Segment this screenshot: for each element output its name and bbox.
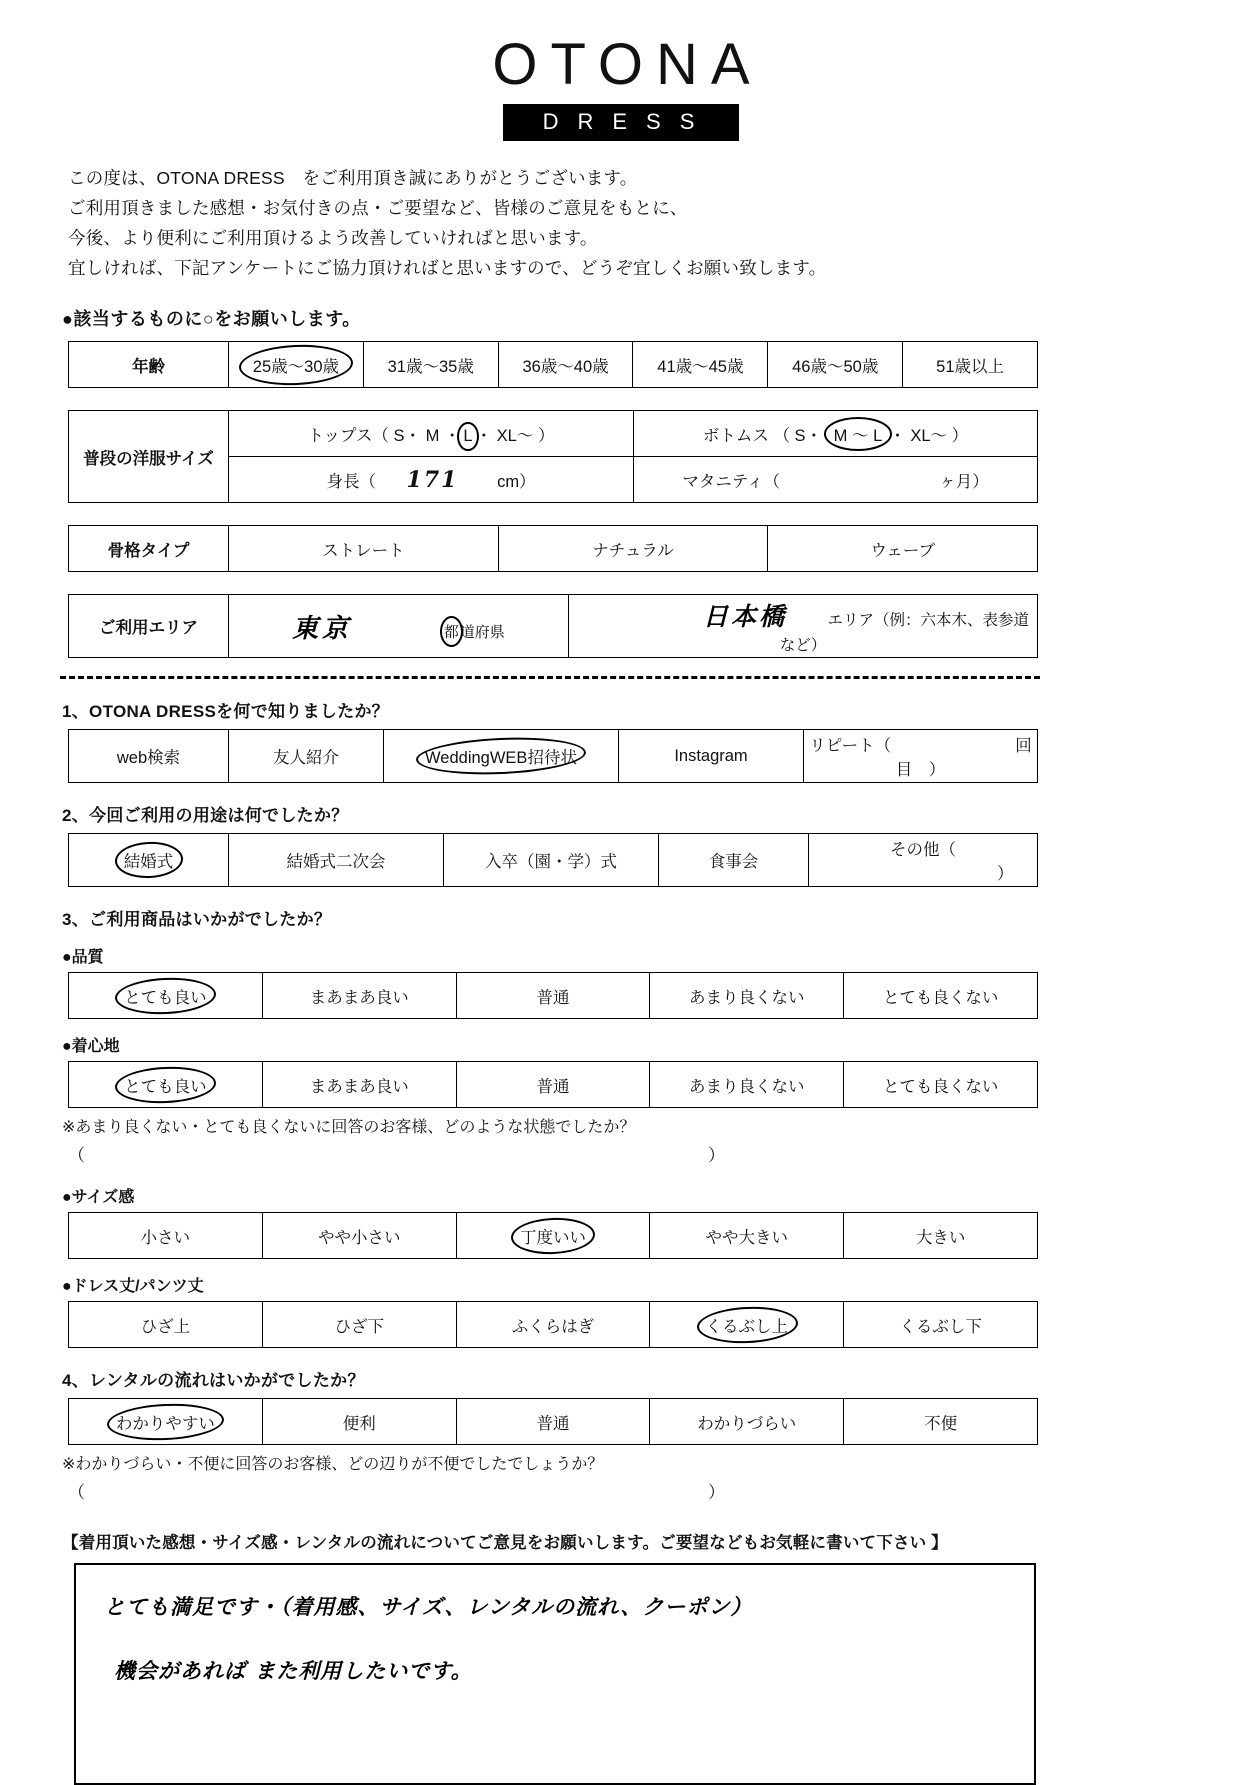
q1-option-label: リピート（ — [809, 737, 892, 756]
fit-option-large[interactable] — [844, 1213, 1038, 1259]
q1-option-friend[interactable] — [229, 730, 384, 783]
frame-option-label: ウェーブ — [870, 541, 935, 560]
quality-option-normal[interactable] — [456, 973, 650, 1019]
paren-open: （ — [68, 1146, 85, 1166]
free-comment-title: 【着用頂いた感想・サイズ感・レンタルの流れについてご意見をお願いします。ご要望などもお気軽に書いて下さい 】 — [62, 1534, 948, 1553]
age-option-36-40[interactable] — [498, 342, 633, 388]
height-unit: cm） — [497, 472, 536, 491]
q2-option-label: その他（ — [890, 841, 956, 860]
free-comment-box[interactable] — [74, 1563, 1036, 1785]
q2-title: 2、今回ご利用の用途は何でしたか？ — [62, 806, 349, 826]
q2-option-label: 結婚式 — [123, 853, 174, 872]
flow-option-label: 不便 — [924, 1414, 958, 1433]
q2-option-label: 結婚式二次会 — [286, 853, 386, 872]
maternity-label: マタニティ（ — [682, 472, 780, 491]
age-table — [68, 341, 1038, 388]
q4-answer-row[interactable] — [68, 1478, 1038, 1503]
table-row — [69, 1399, 1038, 1445]
brand-logo — [0, 0, 1242, 141]
q3-fit-label: ●サイズ感 — [62, 1189, 135, 1207]
tops-selected-size: L — [460, 427, 475, 446]
table-row — [69, 1302, 1038, 1348]
free-comment-line-1: とても満足です・（着用感、サイズ、レンタルの流れ、クーポン） — [104, 1594, 753, 1620]
frame-type-header: 骨格タイプ — [69, 526, 229, 572]
area-cell[interactable] — [569, 595, 1038, 658]
fit-option-label: やや小さい — [317, 1228, 401, 1247]
table-row — [69, 973, 1038, 1019]
flow-option-label: 普通 — [536, 1414, 570, 1433]
maternity-unit: ヶ月） — [939, 472, 989, 491]
table-row — [69, 595, 1038, 658]
bottoms-prefix: ボトムス （ S・ — [702, 426, 827, 445]
flow-option-label: わかりやすい — [115, 1414, 215, 1433]
quality-option-label: まあまあ良い — [309, 988, 409, 1007]
quality-option-label: あまり良くない — [689, 988, 805, 1007]
table-row — [69, 834, 1038, 887]
bottoms-size-cell[interactable] — [634, 411, 1038, 457]
table-row — [69, 526, 1038, 572]
q1-option-repeat[interactable] — [804, 730, 1038, 783]
intro-line-3: 今後、より便利にご利用頂けるよう改善していければと思います。 — [68, 228, 598, 249]
quality-option-very-good[interactable] — [69, 973, 263, 1019]
height-label: 身長（ — [326, 472, 376, 491]
paren-open: （ — [68, 1483, 85, 1503]
comfort-option-very-bad[interactable] — [844, 1062, 1038, 1108]
comfort-option-very-good[interactable] — [69, 1062, 263, 1108]
prefecture-label — [443, 624, 505, 641]
quality-option-label: とても良くない — [882, 988, 999, 1007]
intro-line-2: ご利用頂きました感想・お気付きの点・ご要望など、皆様のご意見をもとに、 — [68, 198, 688, 219]
frame-option-label: ナチュラル — [592, 541, 674, 560]
length-option-calf[interactable] — [456, 1302, 650, 1348]
q1-option-weddingweb[interactable] — [384, 730, 619, 783]
q4-title: 4、レンタルの流れはいかがでしたか？ — [62, 1371, 365, 1391]
quality-option-label: 普通 — [536, 988, 570, 1007]
clothing-size-header: 普段の洋服サイズ — [69, 411, 229, 503]
frame-option-natural[interactable] — [498, 526, 768, 572]
tops-suffix: ・ XL〜 ） — [475, 426, 555, 445]
length-option-above-ankle[interactable] — [650, 1302, 844, 1348]
height-cell[interactable] — [229, 457, 634, 503]
comfort-option-label: とても良くない — [882, 1077, 999, 1096]
age-option-label: 36歳〜40歳 — [522, 357, 609, 376]
frame-option-label: ストレート — [322, 541, 405, 560]
age-option-label: 41歳〜45歳 — [657, 357, 744, 376]
q2-option-label: 食事会 — [708, 853, 759, 872]
flow-option-inconvenient[interactable] — [844, 1399, 1038, 1445]
q1-option-label: WeddingWEB招待状 — [425, 749, 577, 768]
q2-option-ceremony[interactable] — [444, 834, 659, 887]
paren-close: ） — [708, 1146, 725, 1166]
clothing-size-table — [68, 410, 1038, 503]
age-option-41-45[interactable] — [633, 342, 768, 388]
table-row — [69, 342, 1038, 388]
table-row — [69, 1062, 1038, 1108]
age-option-label: 25歳〜30歳 — [252, 357, 340, 376]
q2-option-wedding[interactable] — [69, 834, 229, 887]
q1-option-label: web検索 — [116, 749, 181, 768]
frame-option-wave[interactable] — [768, 526, 1038, 572]
fit-option-slightly-large[interactable] — [650, 1213, 844, 1259]
prefecture-circled-char: 都 — [443, 621, 460, 642]
section-divider — [60, 676, 1040, 679]
q1-table — [68, 729, 1038, 783]
comfort-option-not-good[interactable] — [650, 1062, 844, 1108]
usage-area-table — [68, 594, 1038, 658]
frame-option-straight[interactable] — [229, 526, 499, 572]
age-option-25-30[interactable] — [229, 342, 364, 388]
bottoms-suffix: ・ XL〜 ） — [889, 426, 969, 445]
quality-option-very-bad[interactable] — [844, 973, 1038, 1019]
length-option-label: ひざ下 — [334, 1317, 384, 1336]
intro-line-4: 宜しければ、下記アンケートにご協力頂ければと思いますので、どうぞ宜しくお願い致します。 — [68, 258, 827, 279]
flow-option-convenient[interactable] — [262, 1399, 456, 1445]
fit-option-label: 小さい — [140, 1228, 191, 1247]
q3-comfort-answer-row[interactable] — [68, 1141, 1038, 1166]
fit-option-just-right[interactable] — [456, 1213, 650, 1259]
comfort-option-normal[interactable] — [456, 1062, 650, 1108]
q1-title: 1、OTONA DRESSを何で知りましたか？ — [62, 702, 390, 722]
q4-table — [68, 1398, 1038, 1445]
length-option-label: くるぶし上 — [705, 1317, 789, 1336]
length-option-above-knee[interactable] — [69, 1302, 263, 1348]
prefecture-value: 東京 — [292, 613, 353, 644]
q1-option-instagram[interactable] — [619, 730, 804, 783]
area-value: 日本橋 — [702, 602, 787, 632]
q3-comfort-label: ●着心地 — [62, 1038, 120, 1056]
logo-subwordmark: DRESS — [503, 104, 739, 141]
instruction-line: ●該当するものに○をお願いします。 — [62, 309, 361, 330]
q3-quality-table — [68, 972, 1038, 1019]
tops-size-cell[interactable] — [229, 411, 634, 457]
paren-close: ） — [708, 1483, 725, 1503]
flow-option-label: わかりづらい — [697, 1414, 797, 1433]
age-option-label: 31歳〜35歳 — [387, 357, 474, 376]
flow-option-hard[interactable] — [650, 1399, 844, 1445]
free-comment-line-2: 機会があれば また利用したいです。 — [114, 1658, 473, 1684]
flow-option-normal[interactable] — [456, 1399, 650, 1445]
q1-option-web[interactable] — [69, 730, 229, 783]
flow-option-label: 便利 — [342, 1414, 376, 1433]
age-option-label: 51歳以上 — [936, 357, 1004, 376]
intro-line-1: この度は、OTONA DRESS をご利用頂き誠にありがとうございます。 — [68, 168, 638, 188]
logo-wordmark: OTONA — [492, 32, 763, 97]
table-row — [69, 411, 1038, 457]
q3-quality-label: ●品質 — [62, 949, 104, 967]
fit-option-label: 大きい — [915, 1228, 966, 1247]
fit-option-slightly-small[interactable] — [262, 1213, 456, 1259]
flow-option-easy[interactable] — [69, 1399, 263, 1445]
bottoms-selected-size: M 〜 L — [827, 422, 890, 446]
q4-note: ※わかりづらい・不便に回答のお客様、どの辺りが不便でしたでしょうか？ — [62, 1456, 604, 1474]
prefecture-label-rest: 道府県 — [459, 623, 505, 641]
tops-prefix: トップス（ S・ M ・ — [307, 426, 461, 445]
comfort-option-label: まあまあ良い — [309, 1077, 409, 1096]
age-option-31-35[interactable] — [363, 342, 498, 388]
age-header: 年齢 — [69, 342, 229, 388]
fit-option-small[interactable] — [69, 1213, 263, 1259]
length-option-label: ひざ上 — [140, 1317, 191, 1336]
intro-paragraph — [68, 163, 1242, 283]
comfort-option-fairly-good[interactable] — [262, 1062, 456, 1108]
age-option-51-plus[interactable] — [903, 342, 1038, 388]
length-option-below-ankle[interactable] — [844, 1302, 1038, 1348]
comfort-option-label: とても良い — [124, 1077, 207, 1096]
table-row — [69, 1213, 1038, 1259]
q3-fit-table — [68, 1212, 1038, 1259]
q1-repeat-count-label: 回目 ） — [895, 737, 1032, 780]
maternity-cell[interactable] — [634, 457, 1038, 503]
age-option-46-50[interactable] — [768, 342, 903, 388]
fit-option-label: やや大きい — [705, 1228, 789, 1247]
q2-option-afterparty[interactable] — [229, 834, 444, 887]
table-row — [69, 730, 1038, 783]
comfort-option-label: 普通 — [536, 1077, 570, 1096]
q2-option-dinner[interactable] — [659, 834, 809, 887]
age-option-label: 46歳〜50歳 — [792, 357, 879, 376]
height-value: 171 — [406, 466, 459, 493]
comfort-option-label: あまり良くない — [689, 1077, 805, 1096]
quality-option-label: とても良い — [124, 988, 207, 1007]
q3-comfort-note: ※あまり良くない・とても良くないに回答のお客様、どのような状態でしたか？ — [62, 1119, 636, 1137]
q3-comfort-table — [68, 1061, 1038, 1108]
q2-table — [68, 833, 1038, 887]
quality-option-fairly-good[interactable] — [262, 973, 456, 1019]
frame-type-table — [68, 525, 1038, 572]
length-option-label: くるぶし下 — [899, 1317, 982, 1336]
length-option-label: ふくらはぎ — [511, 1317, 595, 1336]
q2-option-label: 入卒（園・学）式 — [485, 853, 617, 872]
q3-length-label: ●ドレス丈/パンツ丈 — [62, 1278, 204, 1296]
q1-option-label: Instagram — [674, 746, 748, 765]
length-option-below-knee[interactable] — [262, 1302, 456, 1348]
prefecture-cell[interactable] — [229, 595, 569, 658]
q3-title: 3、ご利用商品はいかがでしたか？ — [62, 910, 332, 930]
area-label: エリア（例：六本木、表参道など） — [779, 612, 1030, 655]
q3-length-table — [68, 1301, 1038, 1348]
q2-other-close: ） — [997, 865, 1014, 884]
q1-option-label: 友人紹介 — [273, 749, 339, 768]
q2-option-other[interactable] — [809, 834, 1038, 887]
quality-option-not-good[interactable] — [650, 973, 844, 1019]
usage-area-header: ご利用エリア — [69, 595, 229, 658]
fit-option-label: 丁度いい — [519, 1228, 586, 1247]
